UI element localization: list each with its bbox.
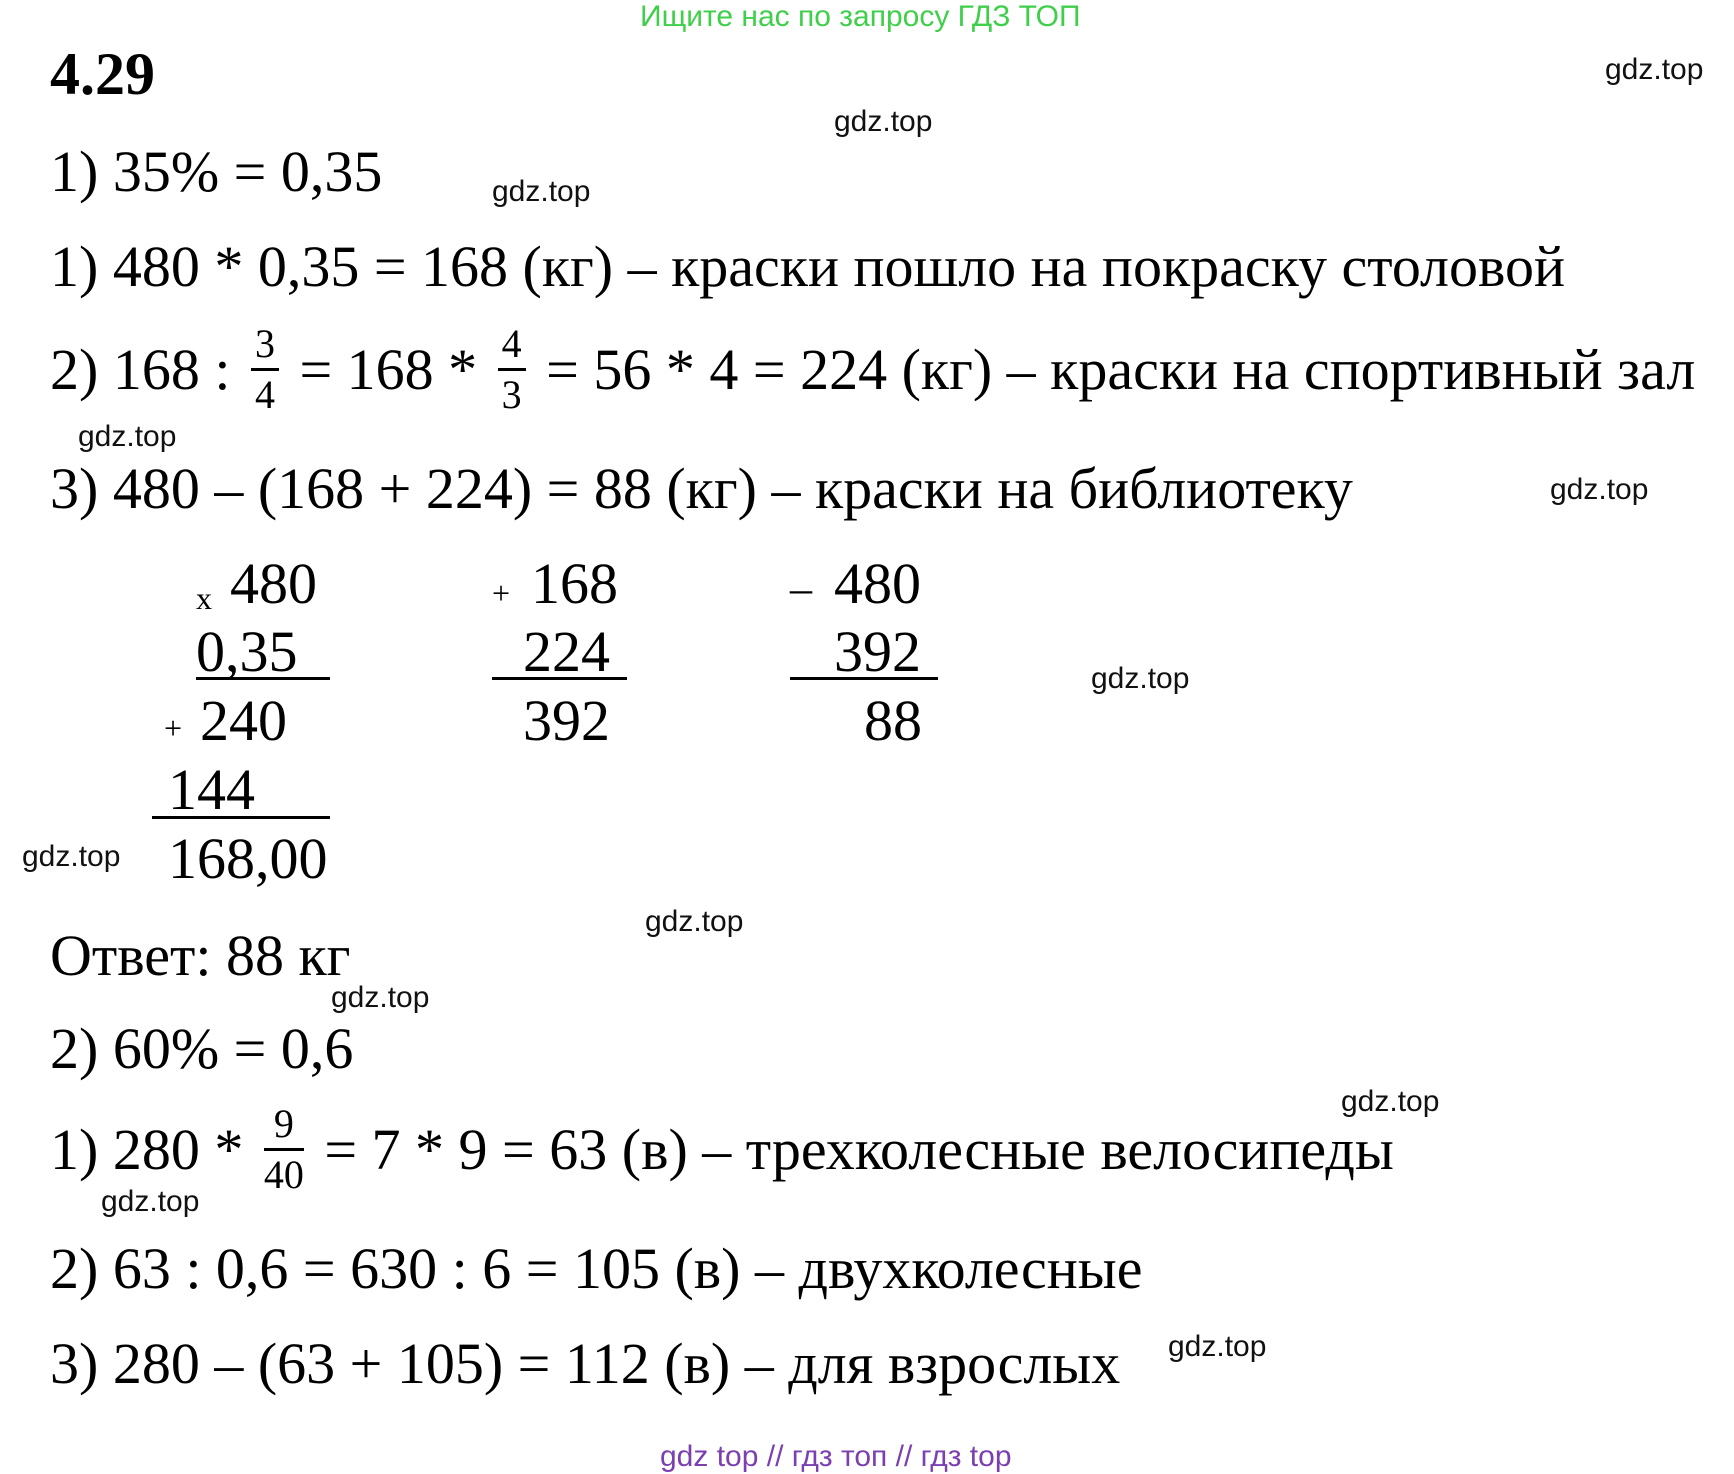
multiply-sign: x: [196, 580, 212, 616]
mult-result: 168,00: [168, 826, 328, 891]
step-text: 1) 280 *: [50, 1116, 258, 1182]
part2-header: 2) 60% = 0,6: [50, 1016, 354, 1081]
plus-sign: +: [164, 710, 183, 746]
part1-step2: [50, 321, 1696, 421]
watermark: gdz.top: [331, 981, 430, 1014]
fraction: [498, 321, 526, 417]
step-text: = 168 *: [284, 336, 492, 402]
calc-rule: [492, 677, 627, 680]
part1-step1: 1) 480 * 0,35 = 168 (кг) – краски пошло на покраску столовой: [50, 234, 1566, 299]
top-banner: Ищите нас по запросу ГДЗ ТОП: [640, 0, 1081, 33]
sub-operand-b: 392: [834, 619, 921, 684]
part1-step3: 3) 480 – (168 + 224) = 88 (кг) – краски на библиотеку: [50, 456, 1353, 521]
watermark: gdz.top: [645, 905, 744, 938]
fraction-numerator: 3: [251, 324, 279, 371]
mult-operand-b: 0,35: [196, 619, 298, 684]
add-operand-a: 168: [531, 551, 618, 616]
watermark: gdz.top: [101, 1185, 200, 1218]
part2-step3: 3) 280 – (63 + 105) = 112 (в) – для взрослых: [50, 1331, 1121, 1396]
watermark: gdz.top: [1605, 53, 1704, 86]
sub-operand-a: 480: [834, 551, 921, 616]
partial-product-2: 144: [168, 757, 255, 822]
fraction: [251, 321, 279, 417]
problem-number: 4.29: [50, 41, 155, 107]
sub-result: 88: [864, 688, 922, 753]
minus-sign: _: [790, 549, 812, 598]
step-text: = 7 * 9 = 63 (в) – трехколесные велосипеды: [309, 1116, 1394, 1182]
part2-step1: [50, 1101, 1394, 1201]
watermark: gdz.top: [78, 420, 177, 453]
watermark: gdz.top: [1341, 1085, 1440, 1118]
part1-answer: Ответ: 88 кг: [50, 923, 351, 988]
watermark: gdz.top: [22, 840, 121, 873]
part1-header: 1) 35% = 0,35: [50, 139, 383, 204]
fraction-denominator: 40: [263, 1152, 304, 1197]
add-result: 392: [523, 688, 610, 753]
fraction-denominator: 3: [501, 372, 522, 417]
add-operand-b: 224: [523, 619, 610, 684]
fraction-numerator: 9: [264, 1104, 304, 1151]
watermark: gdz.top: [834, 105, 933, 138]
fraction-denominator: 4: [254, 372, 275, 417]
calc-rule: [152, 816, 330, 819]
part2-step2: 2) 63 : 0,6 = 630 : 6 = 105 (в) – двухколесные: [50, 1236, 1143, 1301]
step-text: 2) 168 :: [50, 336, 245, 402]
watermark: gdz.top: [1550, 473, 1649, 506]
fraction: [263, 1101, 304, 1197]
fraction-numerator: 4: [498, 324, 526, 371]
watermark: gdz.top: [492, 175, 591, 208]
plus-sign: +: [492, 575, 511, 611]
watermark: gdz.top: [1091, 662, 1190, 695]
calc-rule: [790, 677, 938, 680]
mult-operand-a: 480: [230, 551, 317, 616]
step-text: = 56 * 4 = 224 (кг) – краски на спортивный зал: [531, 336, 1696, 402]
watermark: gdz.top: [1168, 1330, 1267, 1363]
calc-rule: [196, 677, 330, 680]
partial-product-1: 240: [200, 688, 287, 753]
footer-links: gdz top // гдз топ // гдз top: [660, 1440, 1012, 1473]
